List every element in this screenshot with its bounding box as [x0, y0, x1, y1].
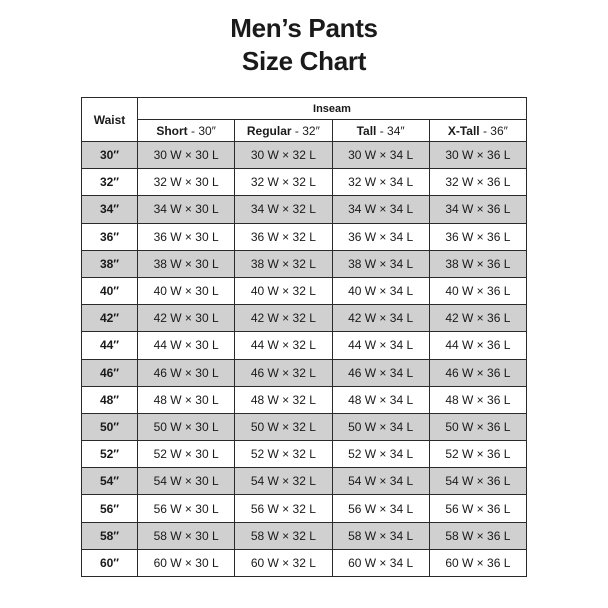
- length-header-regular: [235, 120, 332, 142]
- waist-cell: 58″: [82, 522, 138, 549]
- table-row: [82, 277, 527, 304]
- size-cell: 44 W × 36 L: [429, 332, 526, 359]
- size-chart-table: [81, 97, 527, 577]
- size-cell: 30 W × 34 L: [332, 142, 429, 169]
- waist-cell: 60″: [82, 549, 138, 576]
- size-cell: 58 W × 32 L: [235, 522, 332, 549]
- size-cell: 58 W × 34 L: [332, 522, 429, 549]
- size-cell: 36 W × 34 L: [332, 223, 429, 250]
- size-cell: 44 W × 30 L: [138, 332, 235, 359]
- waist-cell: 44″: [82, 332, 138, 359]
- length-header-short: [138, 120, 235, 142]
- table-row: [82, 522, 527, 549]
- waist-cell: 30″: [82, 142, 138, 169]
- size-cell: 48 W × 30 L: [138, 386, 235, 413]
- size-cell: 38 W × 32 L: [235, 250, 332, 277]
- waist-cell: 34″: [82, 196, 138, 223]
- waist-cell: 32″: [82, 169, 138, 196]
- length-header-x-tall: [429, 120, 526, 142]
- size-cell: 30 W × 36 L: [429, 142, 526, 169]
- size-cell: 42 W × 36 L: [429, 305, 526, 332]
- size-cell: 56 W × 30 L: [138, 495, 235, 522]
- waist-cell: 54″: [82, 468, 138, 495]
- inseam-group-header: Inseam: [138, 98, 527, 120]
- size-cell: 46 W × 34 L: [332, 359, 429, 386]
- size-cell: 52 W × 34 L: [332, 441, 429, 468]
- length-value: 30″: [198, 123, 216, 138]
- size-cell: 58 W × 30 L: [138, 522, 235, 549]
- size-cell: 32 W × 34 L: [332, 169, 429, 196]
- waist-cell: 46″: [82, 359, 138, 386]
- size-cell: 40 W × 32 L: [235, 277, 332, 304]
- size-cell: 54 W × 32 L: [235, 468, 332, 495]
- length-value: 34″: [387, 123, 405, 138]
- size-cell: 50 W × 30 L: [138, 413, 235, 440]
- size-cell: 44 W × 32 L: [235, 332, 332, 359]
- table-row: [82, 413, 527, 440]
- waist-cell: 48″: [82, 386, 138, 413]
- table-row: [82, 142, 527, 169]
- length-name: Short: [156, 123, 188, 138]
- length-header-tall: [332, 120, 429, 142]
- table-row: [82, 196, 527, 223]
- waist-cell: 42″: [82, 305, 138, 332]
- length-sep: -: [291, 123, 303, 138]
- size-cell: 34 W × 32 L: [235, 196, 332, 223]
- size-cell: 52 W × 30 L: [138, 441, 235, 468]
- size-cell: 48 W × 34 L: [332, 386, 429, 413]
- size-cell: 34 W × 34 L: [332, 196, 429, 223]
- waist-cell: 40″: [82, 277, 138, 304]
- table-row: [82, 495, 527, 522]
- waist-column-header: Waist: [82, 98, 138, 142]
- size-cell: 30 W × 30 L: [138, 142, 235, 169]
- size-cell: 38 W × 30 L: [138, 250, 235, 277]
- size-cell: 38 W × 36 L: [429, 250, 526, 277]
- length-name: X-Tall: [447, 123, 480, 138]
- title-line-1: Men’s Pants: [230, 13, 378, 43]
- waist-cell: 36″: [82, 223, 138, 250]
- size-cell: 42 W × 32 L: [235, 305, 332, 332]
- page-title: [0, 12, 608, 78]
- size-cell: 54 W × 36 L: [429, 468, 526, 495]
- table-row: [82, 386, 527, 413]
- length-value: 36″: [490, 123, 508, 138]
- waist-cell: 56″: [82, 495, 138, 522]
- size-cell: 60 W × 30 L: [138, 549, 235, 576]
- size-cell: 52 W × 36 L: [429, 441, 526, 468]
- size-cell: 32 W × 32 L: [235, 169, 332, 196]
- size-cell: 32 W × 30 L: [138, 169, 235, 196]
- size-cell: 46 W × 32 L: [235, 359, 332, 386]
- size-cell: 30 W × 32 L: [235, 142, 332, 169]
- length-name: Tall: [356, 123, 377, 138]
- length-value: 32″: [302, 123, 320, 138]
- size-cell: 46 W × 30 L: [138, 359, 235, 386]
- size-cell: 42 W × 34 L: [332, 305, 429, 332]
- table-row: [82, 441, 527, 468]
- size-cell: 36 W × 32 L: [235, 223, 332, 250]
- size-cell: 36 W × 36 L: [429, 223, 526, 250]
- size-rows: [82, 142, 527, 577]
- length-sep: -: [376, 123, 388, 138]
- size-cell: 46 W × 36 L: [429, 359, 526, 386]
- size-cell: 50 W × 34 L: [332, 413, 429, 440]
- size-cell: 54 W × 30 L: [138, 468, 235, 495]
- table-row: [82, 223, 527, 250]
- size-cell: 48 W × 36 L: [429, 386, 526, 413]
- size-cell: 50 W × 32 L: [235, 413, 332, 440]
- table-row: [82, 332, 527, 359]
- size-cell: 52 W × 32 L: [235, 441, 332, 468]
- size-cell: 44 W × 34 L: [332, 332, 429, 359]
- title-line-2: Size Chart: [241, 46, 367, 76]
- length-name: Regular: [246, 123, 292, 138]
- size-cell: 60 W × 32 L: [235, 549, 332, 576]
- size-cell: 32 W × 36 L: [429, 169, 526, 196]
- size-cell: 40 W × 30 L: [138, 277, 235, 304]
- size-cell: 48 W × 32 L: [235, 386, 332, 413]
- table-row: [82, 549, 527, 576]
- table-row: [82, 169, 527, 196]
- length-sep: -: [187, 123, 199, 138]
- table-row: [82, 305, 527, 332]
- size-cell: 36 W × 30 L: [138, 223, 235, 250]
- size-cell: 54 W × 34 L: [332, 468, 429, 495]
- size-cell: 34 W × 30 L: [138, 196, 235, 223]
- size-cell: 40 W × 36 L: [429, 277, 526, 304]
- size-cell: 60 W × 36 L: [429, 549, 526, 576]
- size-cell: 56 W × 32 L: [235, 495, 332, 522]
- size-cell: 56 W × 36 L: [429, 495, 526, 522]
- length-sep: -: [479, 123, 491, 138]
- size-cell: 50 W × 36 L: [429, 413, 526, 440]
- waist-cell: 50″: [82, 413, 138, 440]
- size-cell: 60 W × 34 L: [332, 549, 429, 576]
- size-cell: 38 W × 34 L: [332, 250, 429, 277]
- waist-cell: 38″: [82, 250, 138, 277]
- size-cell: 40 W × 34 L: [332, 277, 429, 304]
- size-cell: 56 W × 34 L: [332, 495, 429, 522]
- size-cell: 42 W × 30 L: [138, 305, 235, 332]
- table-row: [82, 359, 527, 386]
- table-row: [82, 468, 527, 495]
- table-row: [82, 250, 527, 277]
- size-cell: 58 W × 36 L: [429, 522, 526, 549]
- size-cell: 34 W × 36 L: [429, 196, 526, 223]
- waist-cell: 52″: [82, 441, 138, 468]
